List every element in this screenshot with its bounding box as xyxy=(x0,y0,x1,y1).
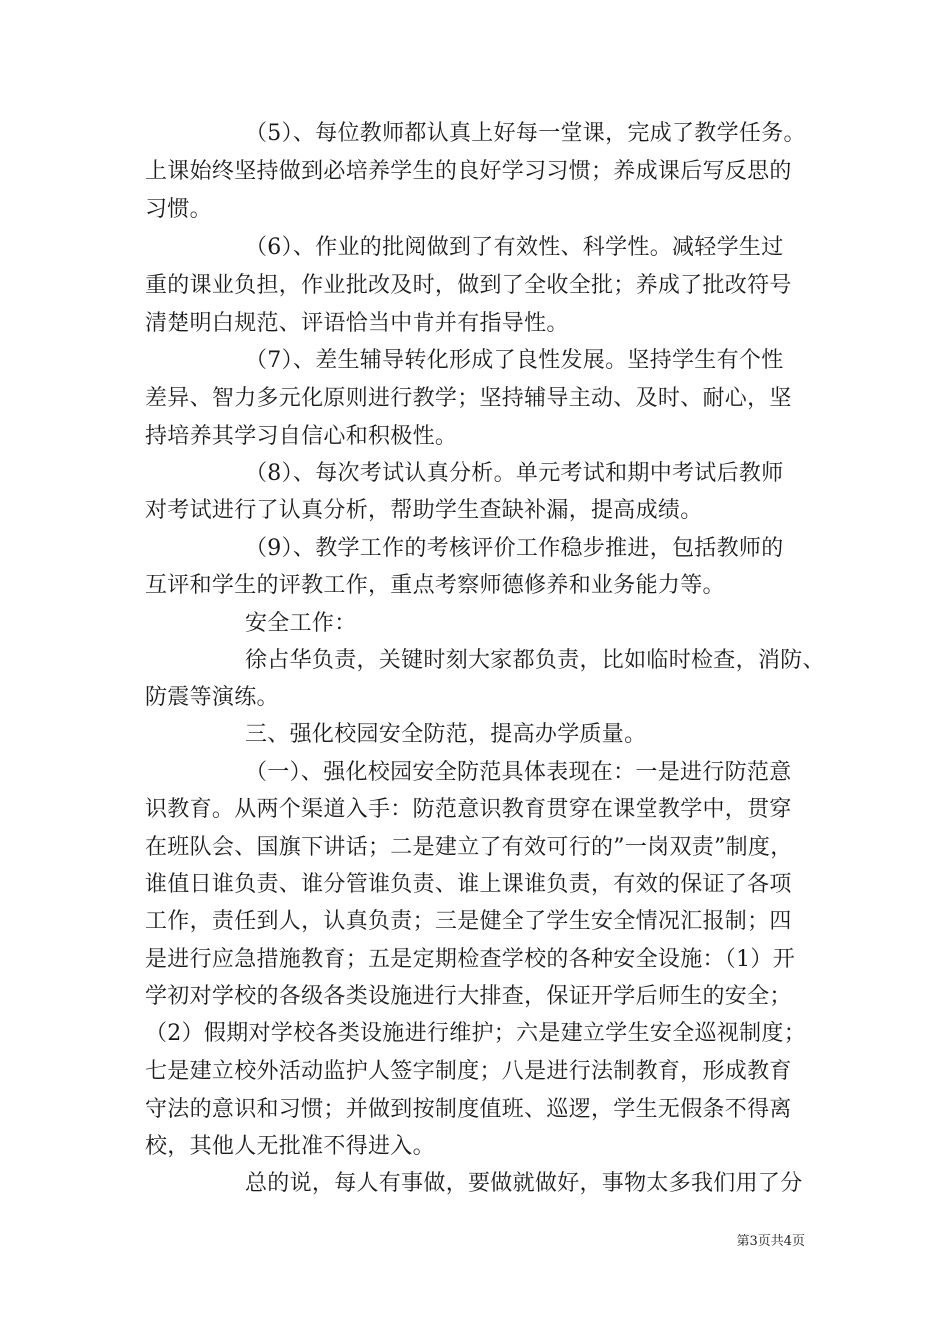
paragraph-line: 清楚明白规范、评语恰当中肯并有指导性。 xyxy=(145,311,569,336)
paragraph-line: 习惯。 xyxy=(145,197,212,222)
paragraph-line: （5）、每位教师都认真上好每一堂课，完成了教学任务。 xyxy=(245,121,806,146)
paragraph-line: 互评和学生的评教工作，重点考察师德修养和业务能力等。 xyxy=(145,573,725,598)
paragraph-line: （9）、教学工作的考核评价工作稳步推进，包括教师的 xyxy=(245,536,784,561)
paragraph-line: 重的课业负担，作业批改及时，做到了全收全批；养成了批改符号 xyxy=(145,273,792,298)
paragraph-line: 徐占华负责，关键时刻大家都负责，比如临时检查，消防、 xyxy=(245,648,825,673)
section-heading: 安全工作： xyxy=(245,611,357,636)
paragraph-line: （2）假期对学校各类设施进行维护；六是建立学生安全巡视制度； xyxy=(145,1021,806,1046)
paragraph-line: 学初对学校的各级各类设施进行大排查，保证开学后师生的安全； xyxy=(145,984,792,1009)
paragraph-line: 上课始终坚持做到必培养学生的良好学习习惯；养成课后写反思的 xyxy=(145,159,792,184)
paragraph-line: 谁值日谁负责、谁分管谁负责、谁上课谁负责，有效的保证了各项 xyxy=(145,872,792,897)
paragraph-line: 守法的意识和习惯；并做到按制度值班、巡逻，学生无假条不得离 xyxy=(145,1097,792,1122)
paragraph-line: 对考试进行了认真分析，帮助学生查缺补漏，提高成绩。 xyxy=(145,498,703,523)
paragraph-line: 校，其他人无批准不得进入。 xyxy=(145,1134,435,1159)
paragraph-line: 工作，责任到人，认真负责；三是健全了学生安全情况汇报制；四 xyxy=(145,909,792,934)
paragraph-line: 在班队会、国旗下讲话；二是建立了有效可行的”一岗双责”制度， xyxy=(145,835,793,860)
section-heading: 三、强化校园安全防范，提高办学质量。 xyxy=(245,722,647,747)
paragraph-line: 总的说，每人有事做，要做就做好，事物太多我们用了分 xyxy=(245,1171,803,1196)
paragraph-line: 持培养其学习自信心和积极性。 xyxy=(145,424,458,449)
paragraph-line: 是进行应急措施教育；五是定期检查学校的各种安全设施：（1）开 xyxy=(145,947,795,972)
paragraph-line: （6）、作业的批阅做到了有效性、科学性。减轻学生过 xyxy=(245,235,784,260)
page-number: 第3页共4页 xyxy=(736,1234,805,1249)
paragraph-line: 防震等演练。 xyxy=(145,685,279,710)
paragraph-line: （8）、每次考试认真分析。单元考试和期中考试后教师 xyxy=(245,461,784,486)
paragraph-line: 差异、智力多元化原则进行教学；坚持辅导主动、及时、耐心，坚 xyxy=(145,386,792,411)
paragraph-line: 七是建立校外活动监护人签字制度；八是进行法制教育，形成教育 xyxy=(145,1059,792,1084)
paragraph-line: （7）、差生辅导转化形成了良性发展。坚持学生有个性 xyxy=(245,348,784,373)
paragraph-line: 识教育。从两个渠道入手：防范意识教育贯穿在课堂教学中，贯穿 xyxy=(145,797,792,822)
paragraph-line: （一）、强化校园安全防范具体表现在：一是进行防范意 xyxy=(245,760,792,785)
